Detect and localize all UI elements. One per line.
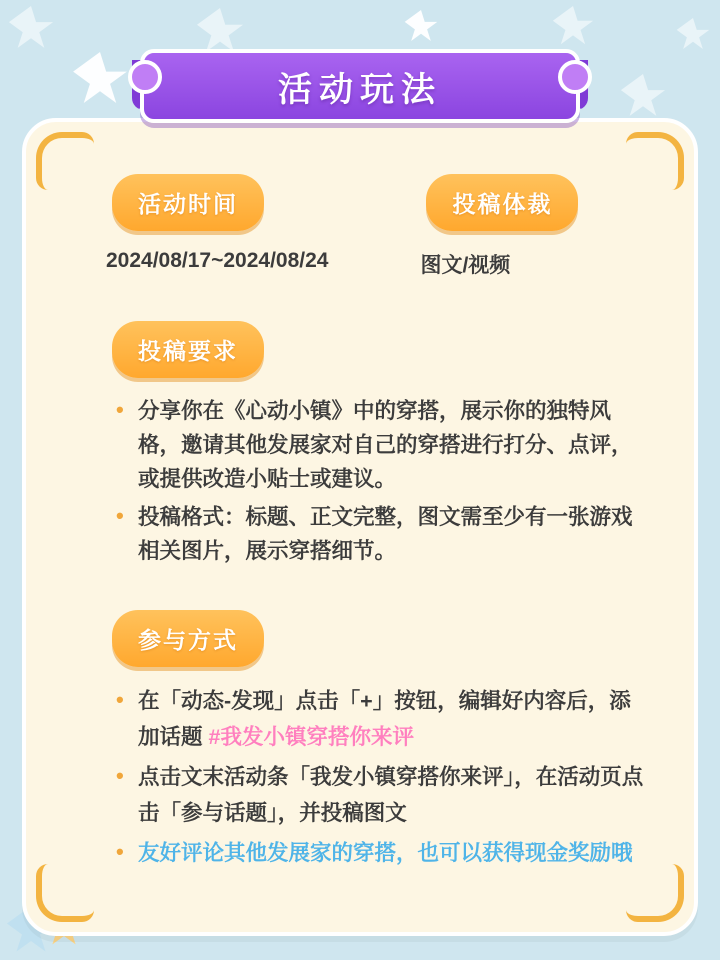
list-item	[112, 759, 648, 831]
section-submission-requirements	[66, 321, 654, 568]
card-body	[26, 122, 694, 932]
list-item: • 分享你在《心动小镇》中的穿搭，展示你的独特风格，邀请其他发展家对自己的穿搭进行打分、点评，或提供改造小贴士或建议。	[112, 394, 648, 496]
section-activity-time	[106, 174, 328, 279]
banner-ribbon	[140, 49, 580, 123]
banner	[0, 38, 720, 134]
submission-genre-value: 图文/视频	[420, 254, 511, 277]
requirements-list	[66, 394, 654, 568]
content-card	[22, 118, 698, 936]
topic-tag[interactable]: #我发小镇穿搭你来评	[208, 725, 414, 749]
section-submission-genre	[420, 174, 578, 279]
join-step-text-highlight: 友好评论其他发展家的穿搭，也可以获得现金奖励哦	[138, 841, 633, 865]
activity-time-label: 活动时间	[112, 174, 264, 231]
list-item: • 投稿格式：标题、正文完整，图文需至少有一张游戏相关图片，展示穿搭细节。	[112, 500, 648, 568]
section-join-method	[66, 610, 654, 871]
banner-knob-left	[128, 60, 162, 94]
join-method-list	[66, 683, 654, 871]
submission-genre-label: 投稿体裁	[426, 174, 578, 231]
submission-requirements-label: 投稿要求	[112, 321, 264, 378]
join-step-text: 在「动态-发现」点击「+」按钮，编辑好内容后，添加话题	[138, 689, 631, 749]
activity-time-value: 2024/08/17~2024/08/24	[106, 249, 329, 272]
page-title: 活动玩法	[278, 70, 442, 109]
info-row	[66, 174, 654, 279]
banner-knob-right	[558, 60, 592, 94]
join-method-label: 参与方式	[112, 610, 264, 667]
join-step-text: 点击文末活动条「我发小镇穿搭你来评」，在活动页点击「参与话题」，并投稿图文	[138, 765, 644, 825]
list-item	[112, 835, 648, 871]
list-item	[112, 683, 648, 755]
